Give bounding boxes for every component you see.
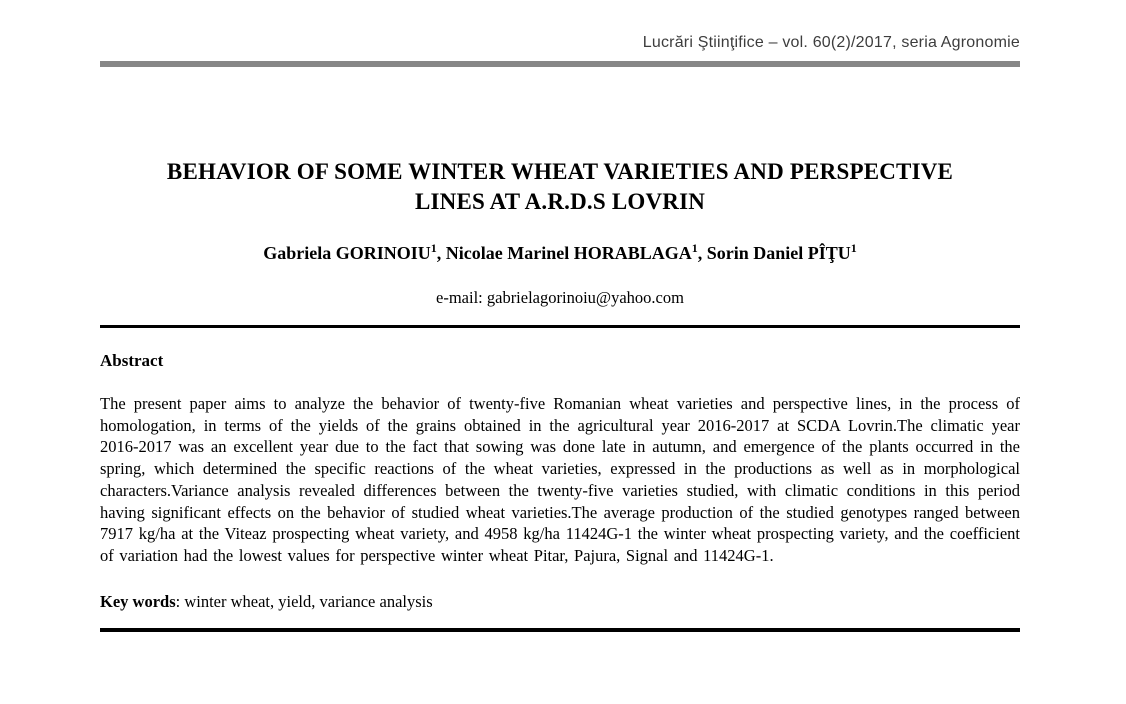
author: Gabriela GORINOIU$^1$, (263, 241, 446, 263)
paper-title (100, 157, 1020, 217)
author-separator: , (436, 243, 446, 263)
authors-line (100, 243, 1020, 264)
journal-header: Lucrări Ştiinţifice – vol. 60(2)/2017, seria Agronomie (642, 34, 1020, 51)
affiliation-mark: 1 (850, 241, 857, 255)
email-line: e-mail: gabrielagorinoiu@yahoo.com (436, 288, 684, 307)
author: Nicolae Marinel HORABLAGA$^1$, (445, 241, 707, 263)
affiliation-mark: 1 (430, 241, 437, 255)
author-separator: , (697, 243, 707, 263)
paper-title-line2: LINES AT A.R.D.S LOVRIN (414, 189, 706, 214)
keywords-label: Key words (100, 591, 176, 611)
abstract-text: The present paper aims to analyze the behavior of twenty-five Romanian wheat varieties and perspective lines, in the process of homologation, in terms of the yields of the grains obtained in the agricultural year 2016-2017 at SCDA Lovrin.The climatic year 2016-2017 was an excellent year due to the fact that sowing was done late in autumn, and emergence of the plants occurred in the spring, which determined the specific reactions of the wheat varieties, expressed in the productions as well as in morphological characters.Variance analysis revealed differences between the twenty-five varieties studied, with climatic conditions in this period having significant effects on the behavior of studied wheat varieties.The average production of the studied genotypes ranged between 7917 kg/ha at the Viteaz prospecting wheat variety, and 4958 kg/ha 11424G-1 the winter wheat prospecting variety, and the coefficient of variation had the lowest values for perspective winter wheat Pitar, Pajura, Signal and 11424G-1. (100, 394, 1020, 565)
keywords-text: : winter wheat, yield, variance analysis (175, 591, 433, 611)
keywords-line (100, 592, 1020, 612)
section-rule-bottom (100, 628, 1020, 632)
author: Sorin Daniel PÎŢU$^1$ (706, 241, 857, 263)
paper-title-line1: BEHAVIOR OF SOME WINTER WHEAT VARIETIES AND PERSPECTIVE (166, 159, 954, 184)
header-rule (100, 61, 1020, 67)
section-rule-top (100, 325, 1020, 328)
affiliation-mark: 1 (691, 241, 698, 255)
abstract-heading: Abstract (100, 351, 164, 370)
